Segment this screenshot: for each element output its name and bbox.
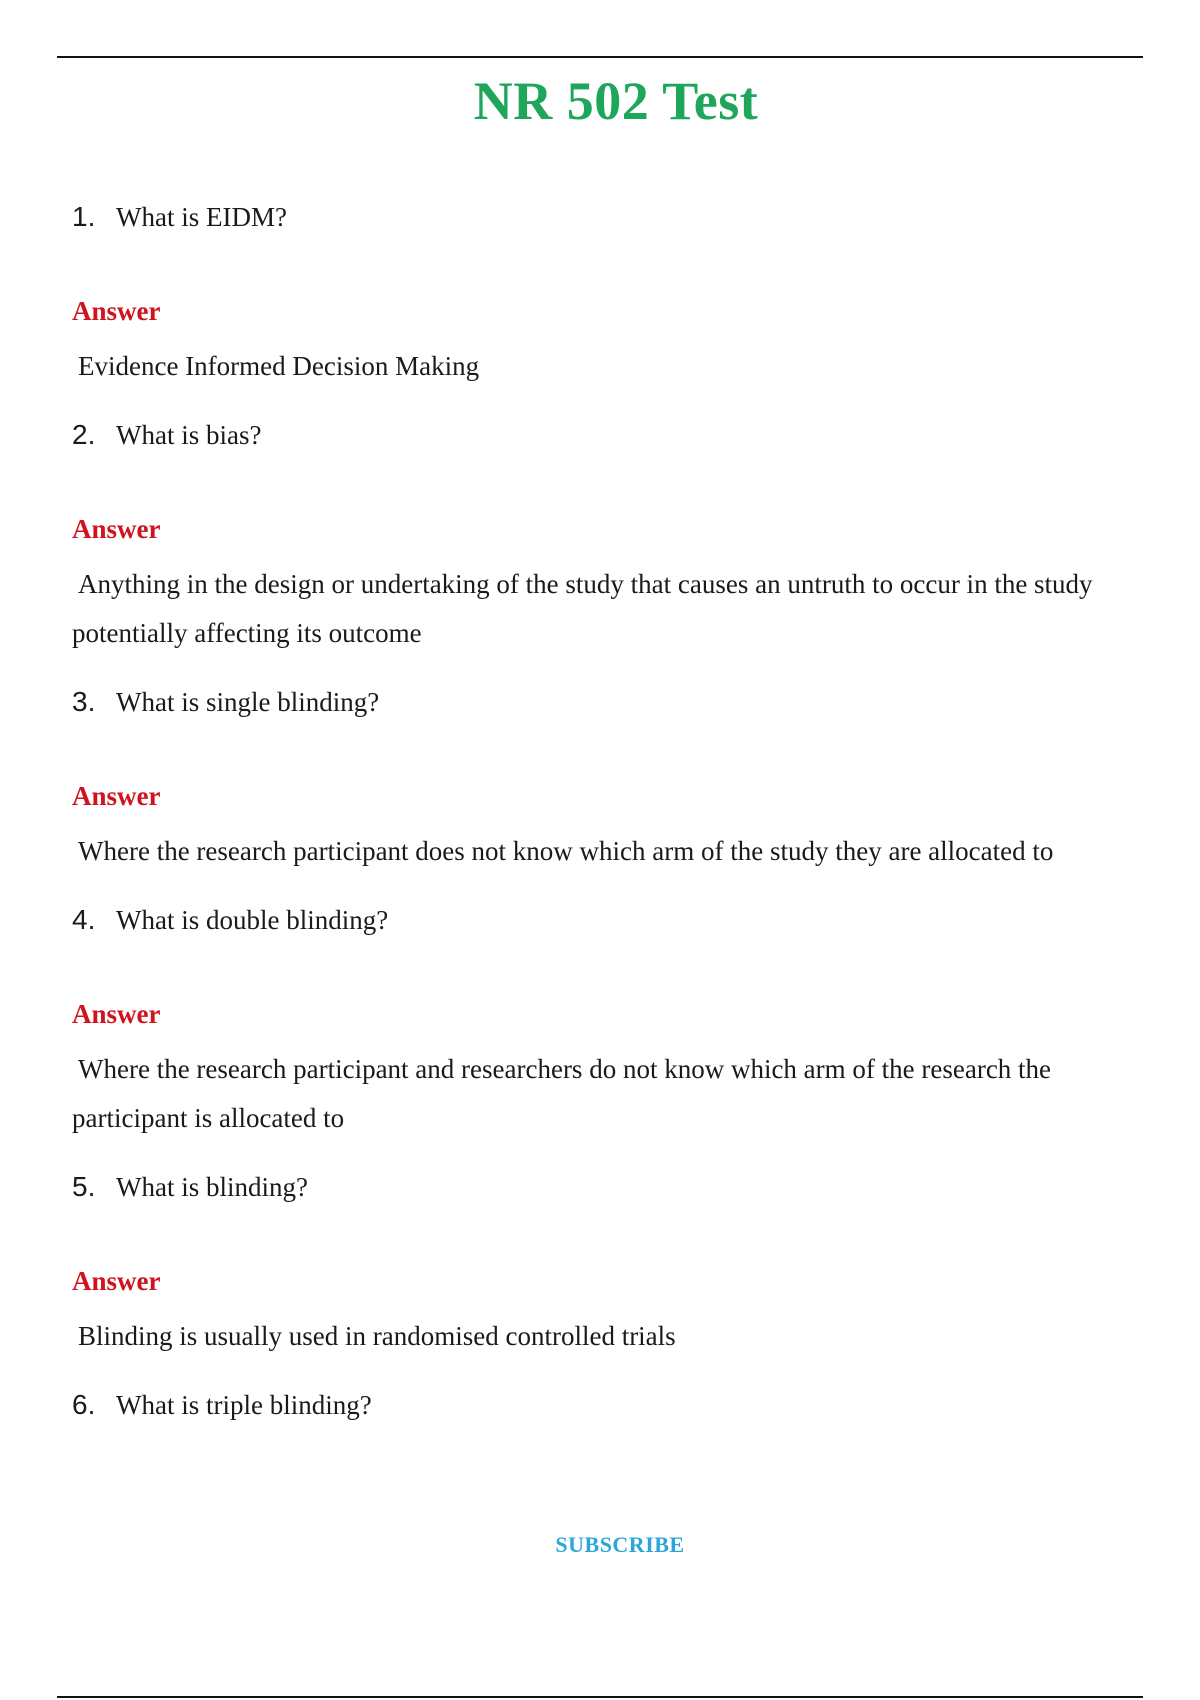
answer-text: Evidence Informed Decision Making [78,351,480,381]
question-number: 6. [72,1389,96,1420]
answer-label: Answer [72,781,161,811]
question-number: 3. [72,686,96,717]
qa-item-3 [72,685,1132,903]
answer-label: Answer [72,514,161,544]
answer-text: Where the research participant and researchers do not know which arm of the research the participant is allocated to [72,1054,1052,1133]
question [72,903,1132,937]
qa-item-2 [72,418,1132,685]
question [72,200,1132,234]
question-number: 5. [72,1171,96,1202]
question [72,1388,1132,1422]
question [72,685,1132,719]
qa-item-1 [72,200,1132,418]
answer-text: Blinding is usually used in randomised controlled trials [78,1321,676,1351]
answer-label: Answer [72,1266,161,1296]
question-text: What is double blinding? [116,905,389,935]
subscribe-link[interactable]: SUBSCRIBE [555,1532,685,1557]
question-text: What is single blinding? [116,687,380,717]
qa-item-4 [72,903,1132,1170]
question-number: 2. [72,419,96,450]
page-title: NR 502 Test [473,71,759,131]
qa-item-6 [72,1388,1132,1422]
question-number: 1. [72,201,96,232]
question-number: 4. [72,904,96,935]
answer-label: Answer [72,999,161,1029]
qa-list [72,200,1132,1422]
top-divider [57,56,1143,58]
question [72,1170,1132,1204]
bottom-divider [57,1696,1143,1698]
answer-label: Answer [72,296,161,326]
question-text: What is bias? [116,420,262,450]
question-text: What is blinding? [116,1172,308,1202]
question [72,418,1132,452]
answer-text: Anything in the design or undertaking of the study that causes an untruth to occur in the study potentially affecting its outcome [72,569,1093,648]
question-text: What is triple blinding? [116,1390,372,1420]
qa-item-5 [72,1170,1132,1388]
question-text: What is EIDM? [116,202,287,232]
answer-text: Where the research participant does not know which arm of the study they are allocated to [78,836,1054,866]
